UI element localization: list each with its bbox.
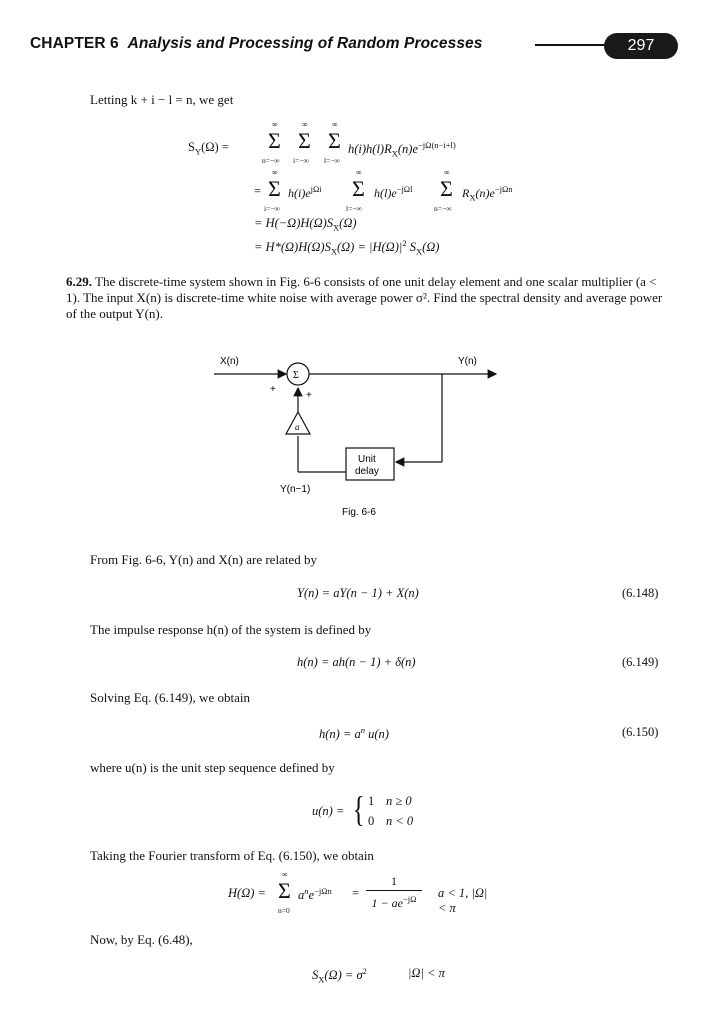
sum-symbol: Σ	[293, 370, 299, 381]
derivation-line1-term: $h(i)h(l)R_X(n)e^{-j\Omega(n-i+l)}$	[348, 140, 456, 159]
frequency-response: H(Ω) = ∞ Σ n=0 $a^ne^{-j\Omega n}$ = 1 $1 - ae^{-j\Omega}$ a < 1, |Ω| < π	[228, 870, 488, 915]
problem-text: The discrete-time system shown in Fig. 6-6 consists of one unit delay element and one scalar multiplier (a < 1). The input X(n) is discrete-time white noise with average power σ². Find the spectral density and average power of the output Y(n).	[66, 274, 663, 321]
plus-bottom: +	[306, 390, 312, 401]
derivation-line3: = $H(-\Omega)H(\Omega)S_X(\Omega)$	[254, 216, 357, 233]
chapter-header	[30, 35, 482, 53]
problem-statement	[66, 274, 666, 322]
input-spectral-density: $S_X(\Omega) = \sigma^2$	[312, 966, 367, 985]
sigma-n: Σ	[268, 128, 281, 153]
input-label: X(n)	[220, 356, 239, 367]
eq-6-149-number: (6.149)	[622, 655, 659, 669]
derivation-line1: $S_Y(\Omega)$ =	[188, 140, 229, 157]
solution-p1: From Fig. 6-6, Y(n) and X(n) are related by	[90, 552, 317, 567]
intro-text: Letting k + i − l = n, we get	[90, 92, 234, 107]
derivation-line2: = ∞ Σ i=−∞ $h(i)e^{j\Omega i}$ ∞ Σ l=−∞ $h(l)e^{-j\Omega l}$ ∞ Σ n=−∞ $R_X(n)e^{-j\Omega n}$	[254, 168, 513, 213]
eq-6-148-number: (6.148)	[622, 586, 659, 600]
output-label: Y(n)	[458, 356, 477, 367]
block-diagram	[200, 352, 520, 522]
feedback-label: Y(n−1)	[280, 484, 311, 495]
derivation-line4: = $H*(\Omega)H(\Omega)S_X(\Omega) = |H(\Omega)|^2$ $S_X(\Omega)$	[254, 238, 440, 257]
delay-label-1: Unit	[358, 454, 376, 465]
chapter-label: CHAPTER 6	[30, 35, 119, 52]
solution-p3: Solving Eq. (6.149), we obtain	[90, 690, 250, 705]
eq-6-150-number: (6.150)	[622, 725, 659, 739]
solution-p5: Taking the Fourier transform of Eq. (6.150), we obtain	[90, 848, 374, 863]
sigma-l: Σ	[328, 128, 341, 153]
solution-p6: Now, by Eq. (6.48),	[90, 932, 193, 947]
delay-label-2: delay	[355, 466, 379, 477]
problem-number: 6.29.	[66, 274, 92, 289]
input-spectral-condition: |Ω| < π	[408, 966, 445, 980]
left-brace-icon: {	[352, 789, 365, 829]
page-number: 297	[604, 33, 678, 59]
triple-sum: ∞ ∞ ∞ Σ Σ Σ n=−∞ i=−∞ l=−∞	[262, 120, 341, 165]
multiplier-label: a	[295, 422, 300, 432]
eq-6-150: $h(n) = a^n$ u(n)	[319, 725, 389, 742]
solution-p2: The impulse response h(n) of the system is defined by	[90, 622, 372, 637]
unit-step-definition: u(n) = { 1 n ≥ 0 0 n < 0	[312, 789, 414, 829]
sigma-i: Σ	[298, 128, 311, 153]
header-rule	[535, 44, 615, 46]
eq-6-149: h(n) = ah(n − 1) + δ(n)	[297, 655, 416, 669]
solution-p4: where u(n) is the unit step sequence defined by	[90, 760, 335, 775]
fraction-bar	[366, 890, 422, 891]
eq-6-148: Y(n) = aY(n − 1) + X(n)	[297, 586, 419, 600]
figure-caption: Fig. 6-6	[342, 507, 376, 518]
plus-left: +	[270, 384, 276, 395]
chapter-subtitle: Analysis and Processing of Random Processes	[127, 35, 483, 52]
